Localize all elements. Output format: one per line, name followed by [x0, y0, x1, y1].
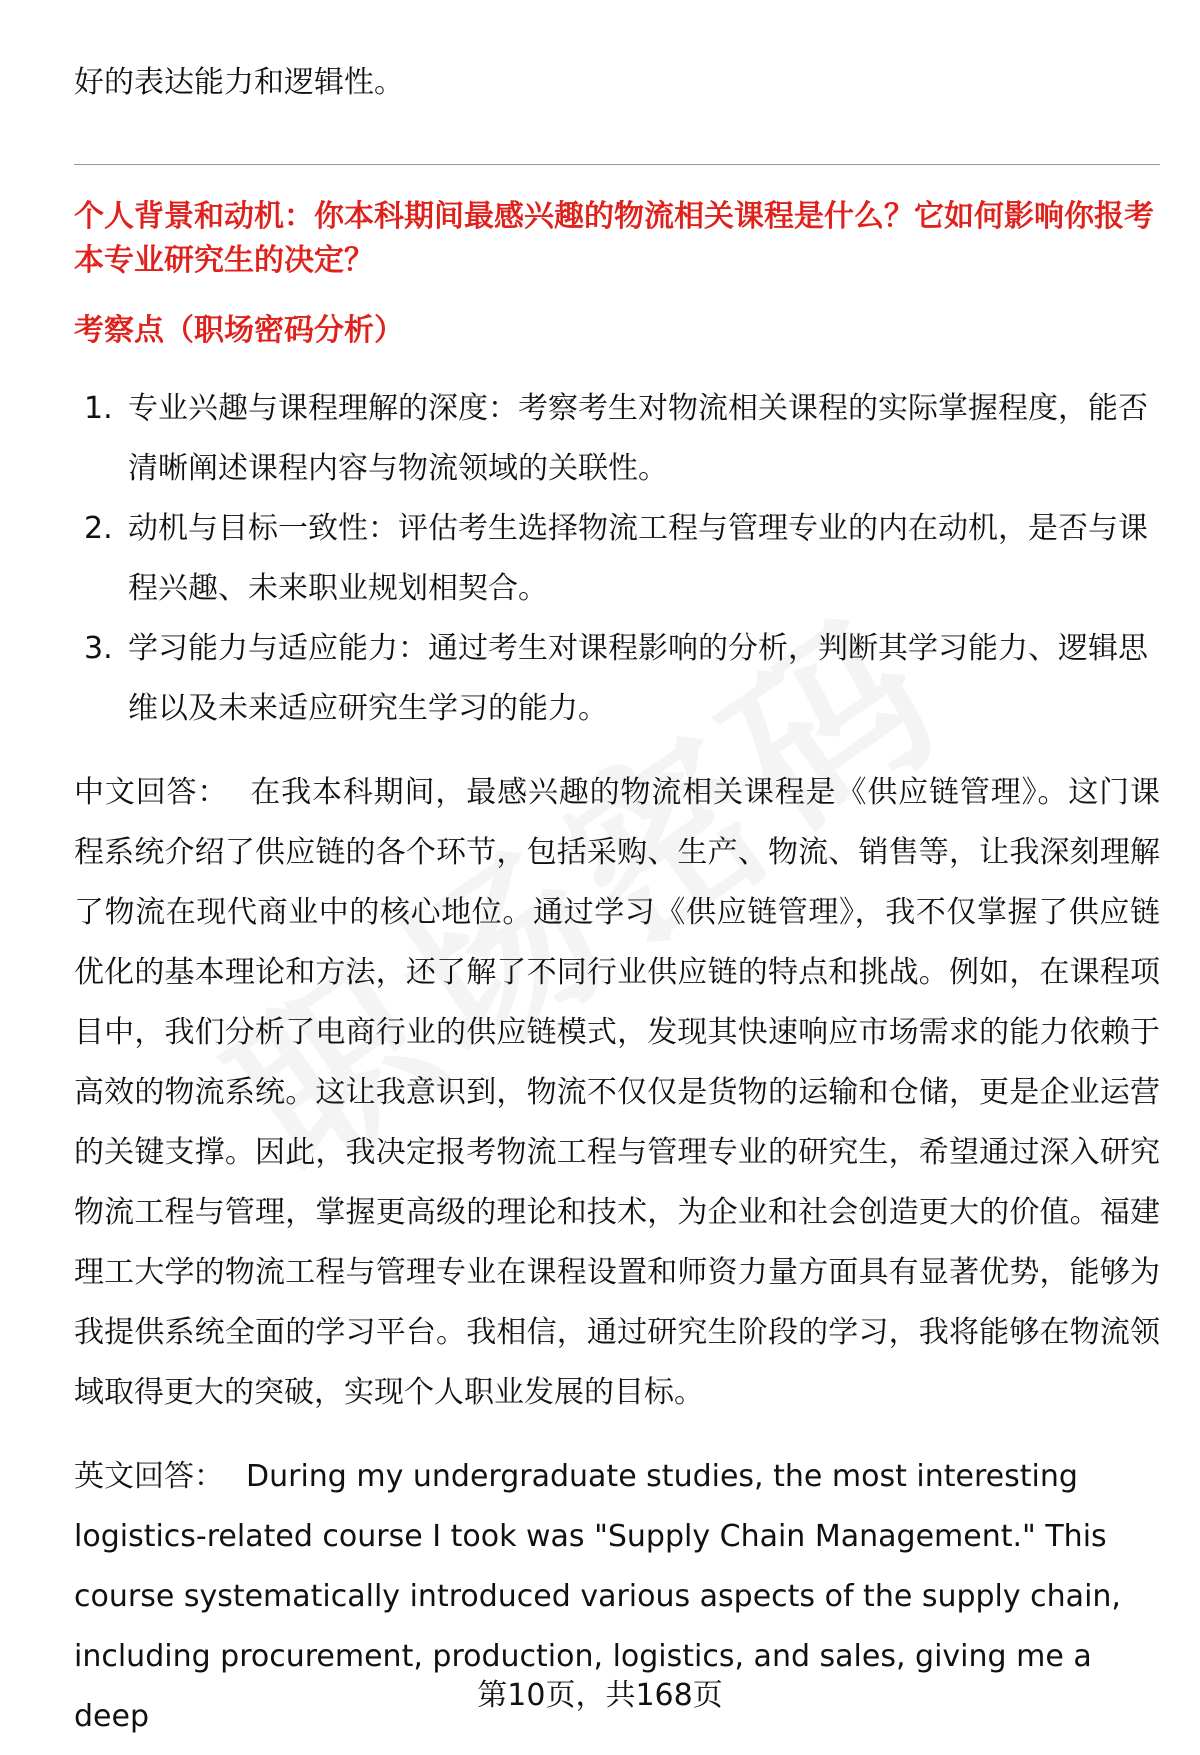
english-answer-label: 英文回答： [74, 1459, 224, 1494]
section-divider [74, 164, 1160, 165]
point-number: 2. [84, 511, 113, 546]
point-text: 动机与目标一致性：评估考生选择物流工程与管理专业的内在动机，是否与课程兴趣、未来职业规划相契合。 [128, 511, 1148, 606]
continuation-text: 好的表达能力和逻辑性。 [74, 65, 404, 100]
english-answer-text: During my undergraduate studies, the most interesting logistics-related course I took was "Supply Chain Management." This course systematically introduced various aspects of the supply chain, including procurement, production, logistics, and sales, giving me a deep [74, 1459, 1121, 1734]
assessment-heading: 考察点（职场密码分析） [74, 313, 404, 348]
point-text: 学习能力与适应能力：通过考生对课程影响的分析，判断其学习能力、逻辑思维以及未来适应研究生学习的能力。 [128, 631, 1148, 726]
question-heading: 个人背景和动机：你本科期间最感兴趣的物流相关课程是什么？它如何影响你报考本专业研究生的决定？ [74, 199, 1154, 278]
point-text: 专业兴趣与课程理解的深度：考察考生对物流相关课程的实际掌握程度，能否清晰阐述课程内容与物流领域的关联性。 [128, 391, 1148, 486]
point-number: 1. [84, 391, 113, 426]
point-number: 3. [84, 631, 113, 666]
assessment-point [74, 619, 1160, 739]
chinese-answer [74, 763, 1160, 1423]
chinese-answer-label: 中文回答： [74, 775, 229, 810]
document-body [74, 54, 1160, 1747]
assessment-point [74, 499, 1160, 619]
chinese-answer-text: 在我本科期间，最感兴趣的物流相关课程是《供应链管理》。这门课程系统介绍了供应链的各个环节，包括采购、生产、物流、销售等，让我深刻理解了物流在现代商业中的核心地位。通过学习《供应链管理》，我不仅掌握了供应链优化的基本理论和方法，还了解了不同行业供应链的特点和挑战。例如，在课程项目中，我们分析了电商行业的供应链模式，发现其快速响应市场需求的能力依赖于高效的物流系统。这让我意识到，物流不仅仅是货物的运输和仓储，更是企业运营的关键支撑。因此，我决定报考物流工程与管理专业的研究生，希望通过深入研究物流工程与管理，掌握更高级的理论和技术，为企业和社会创造更大的价值。福建理工大学的物流工程与管理专业在课程设置和师资力量方面具有显著优势，能够为我提供系统全面的学习平台。我相信，通过研究生阶段的学习，我将能够在物流领域取得更大的突破，实现个人职业发展的目标。 [74, 775, 1160, 1410]
assessment-points-list [74, 379, 1160, 739]
assessment-point [74, 379, 1160, 499]
page-number-footer: 第10页，共168页 [477, 1678, 723, 1713]
